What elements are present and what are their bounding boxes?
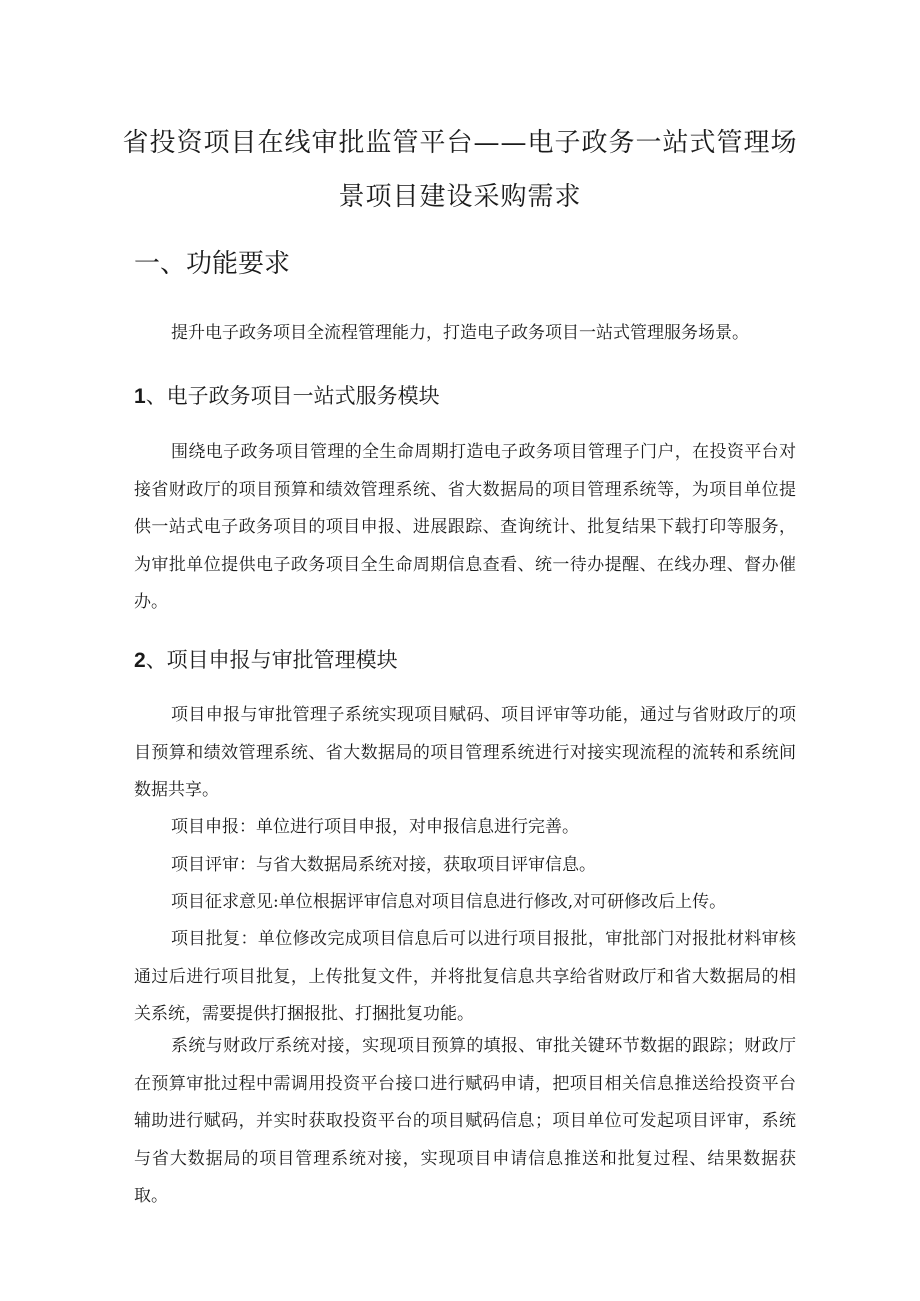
item-project-approval: 项目批复：单位修改完成项目信息后可以进行项目报批，审批部门对报批材料审核通过后进行项目批复，上传批复文件，并将批复信息共享给省财政厅和省大数据局的相关系统，需要提供打捆报批、打捆批复功能。 [134, 929, 796, 1024]
integration-paragraph: 系统与财政厅系统对接，实现项目预算的填报、审批关键环节数据的跟踪；财政厅在预算审批过程中需调用投资平台接口进行赋码申请，把项目相关信息推送给投资平台辅助进行赋码，并实时获取投资平台的项目赋码信息；项目单位可发起项目评审，系统与省大数据局的项目管理系统对接，实现项目申请信息推送和批复过程、结果数据获取。 [134, 1036, 796, 1206]
title-line-1: 省投资项目在线审批监管平台——电子政务一站式管理场 [122, 128, 798, 158]
item-project-opinion: 项目征求意见:单位根据评审信息对项目信息进行修改,对可研修改后上传。 [171, 892, 727, 912]
module-2-number: 2 [134, 649, 146, 672]
item-project-review: 项目评审：与省大数据局系统对接，获取项目评审信息。 [171, 855, 596, 875]
module-2-heading [134, 643, 398, 678]
module-1-paragraph: 围绕电子政务项目管理的全生命周期打造电子政务项目管理子门户，在投资平台对接省财政厅的项目预算和绩效管理系统、省大数据局的项目管理系统等，为项目单位提供一站式电子政务项目的项目申报、进展跟踪、查询统计、批复结果下载打印等服务，为审批单位提供电子政务项目全生命周期信息查看、统一待办提醒、在线办理、督办催办。 [134, 442, 796, 612]
module-1-title: 、电子政务项目一站式服务模块 [145, 384, 440, 408]
module-1-heading [134, 379, 440, 414]
document-title [120, 116, 800, 224]
section-intro-paragraph: 提升电子政务项目全流程管理能力，打造电子政务项目一站式管理服务场景。 [171, 323, 749, 343]
title-line-2: 景项目建设采购需求 [338, 182, 582, 212]
module-1-number: 1 [134, 385, 146, 408]
module-2-title: 、项目申报与审批管理模块 [145, 648, 398, 672]
section-heading-functional-requirements: 一、功能要求 [134, 249, 291, 279]
module-2-intro-paragraph: 项目申报与审批管理子系统实现项目赋码、项目评审等功能，通过与省财政厅的项目预算和绩效管理系统、省大数据局的项目管理系统进行对接实现流程的流转和系统间数据共享。 [134, 705, 796, 800]
item-project-application: 项目申报：单位进行项目申报，对申报信息进行完善。 [171, 817, 579, 837]
